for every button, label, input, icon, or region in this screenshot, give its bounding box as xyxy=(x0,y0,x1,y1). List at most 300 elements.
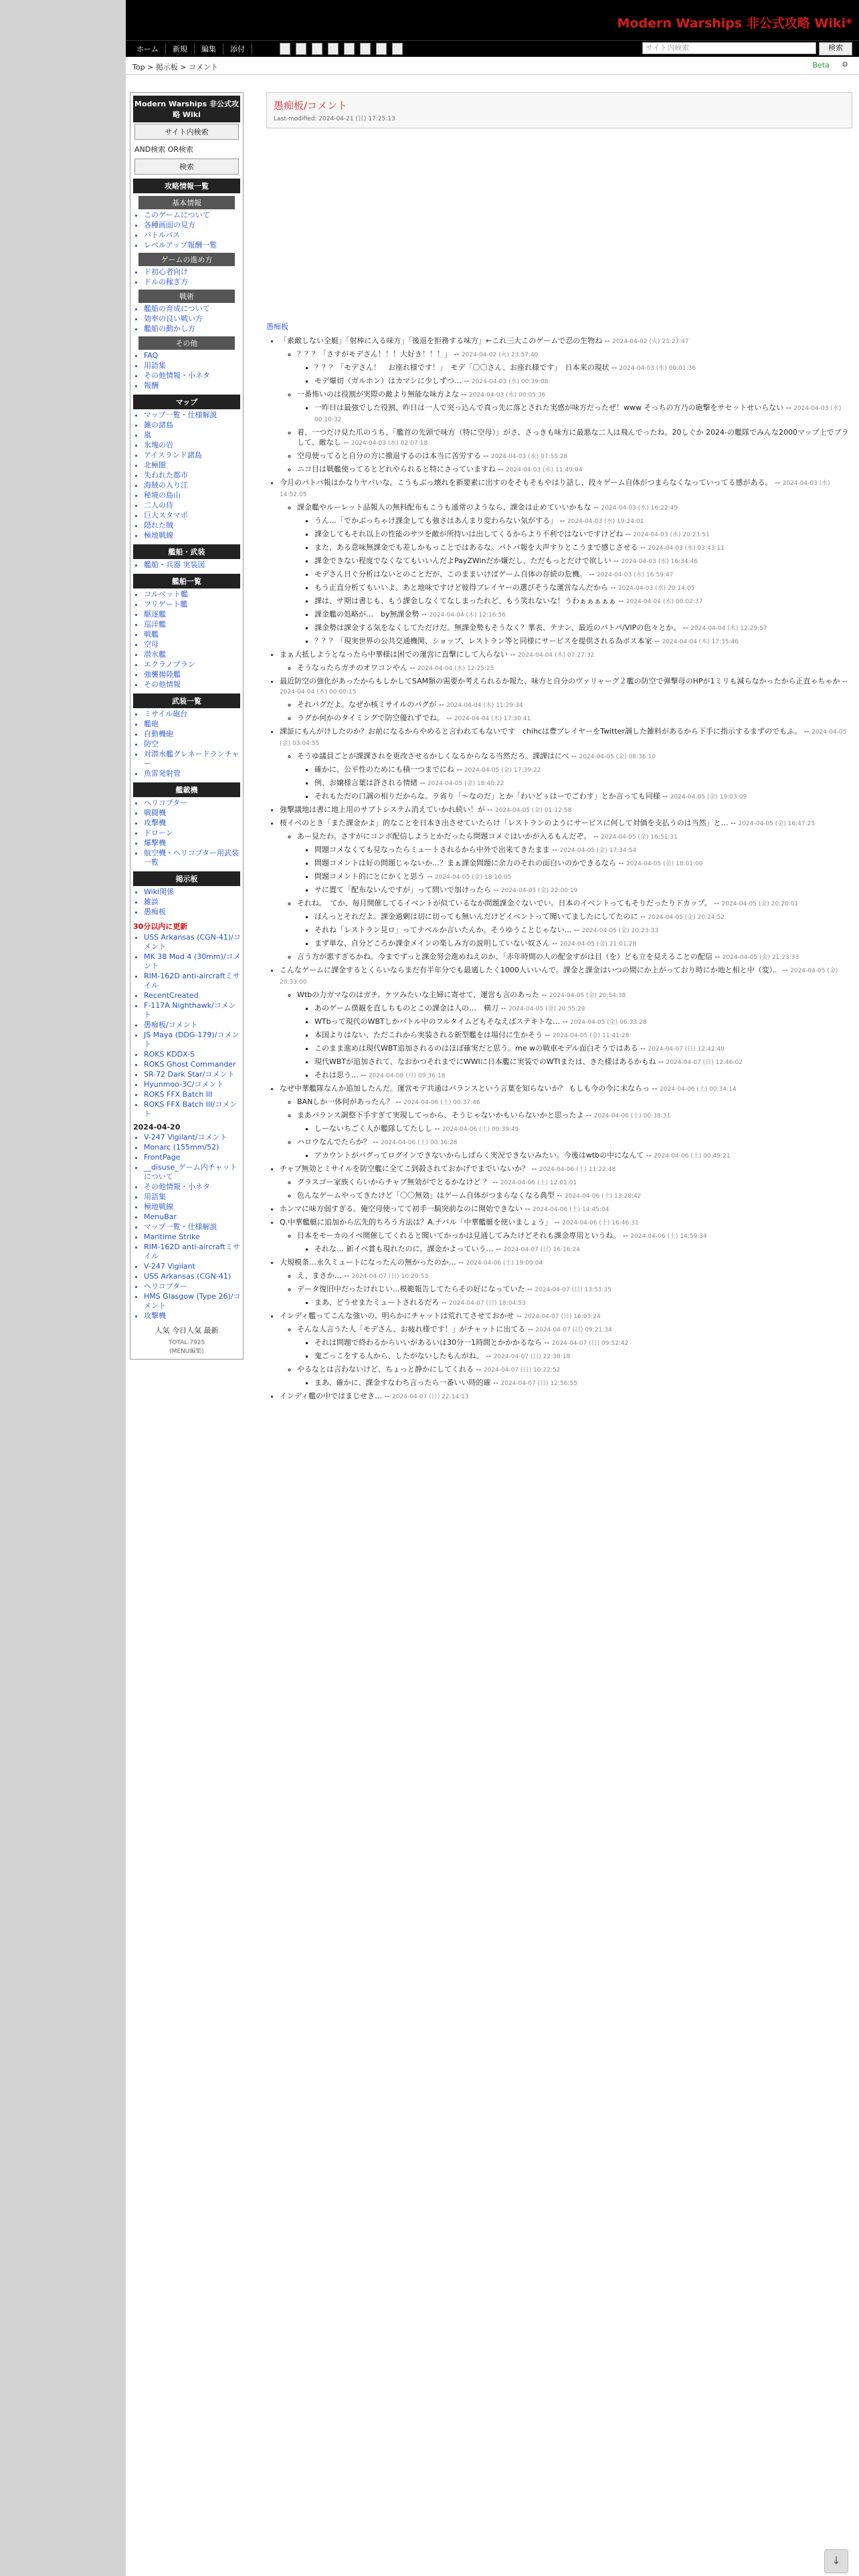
comment-timestamp: 2024-04-06 (土) 00:38:31 xyxy=(593,1113,671,1119)
sidebar-link[interactable]: • コルベット艦 xyxy=(144,590,243,599)
comment-timestamp: 2024-04-05 (金) 06:33:28 xyxy=(570,1019,647,1026)
sidebar-link[interactable]: • レベルアップ報酬一覧 xyxy=(144,241,243,250)
comment-text: まあ、どうせまたミュートされるだろ -- xyxy=(314,1298,450,1307)
comment-text: 空母使ってると自分の方に撤退するのは本当に苦労する -- xyxy=(297,451,491,460)
sidebar-sections xyxy=(130,179,243,917)
gear-icon[interactable]: ⚙ xyxy=(842,60,848,69)
sidebar-link[interactable]: • 艦船の育成について xyxy=(144,304,243,314)
comment-text: ホンマに味方弱すぎる。俺空母使ってて初手一騎突前なのに開始できない -- xyxy=(280,1204,533,1213)
sidebar-link[interactable]: • 爆撃機 xyxy=(144,839,243,848)
sidebar-link[interactable]: • 強襲揚陸艦 xyxy=(144,670,243,679)
breadcrumb-bar xyxy=(126,57,859,75)
comment-item xyxy=(314,623,852,634)
comment-timestamp: 2024-04-05 (金) 20:24:52 xyxy=(648,914,725,921)
comment-item xyxy=(314,885,852,896)
nav-link[interactable]: ホーム xyxy=(136,43,166,54)
comment-text: ？？？「さすがモデさん！！！大好き！！！」 -- xyxy=(297,350,462,358)
comment-item xyxy=(280,965,852,988)
sidebar-link[interactable]: • エクラノプラン xyxy=(144,660,243,669)
sidebar-link[interactable]: • 愚痴板 xyxy=(144,907,243,917)
nav-link[interactable]: 編集 xyxy=(201,43,223,54)
update-link[interactable]: • ヘリコプター xyxy=(144,1282,243,1291)
sidebar-link[interactable]: • 用語集 xyxy=(144,361,243,370)
comment-item xyxy=(297,1284,852,1295)
comment-text: 色んなゲームやってきたけど「〇〇無効」はゲーム自体がつまらなくなる典型 -- xyxy=(297,1191,565,1200)
comment-text: 本国よりはない、ただこれから実装される新型艦をは場付に生かそう -- xyxy=(314,1031,553,1039)
comment-item xyxy=(280,336,852,347)
sidebar-link[interactable]: • 対潜水艦グレネードランチャー xyxy=(144,750,243,768)
sidebar-wiki-title: Modern Warships 非公式攻略 Wiki xyxy=(133,96,240,122)
update-link[interactable]: • USS Arkansas (CGN-41)/コメント xyxy=(144,933,243,952)
sidebar-link[interactable]: • その他情報・小ネタ xyxy=(144,371,243,381)
sidebar-subheading: 戦術 xyxy=(138,290,235,303)
comment-text: しーないちごく人が艦隊してたしし -- xyxy=(314,1124,442,1133)
comment-item xyxy=(314,925,852,936)
comment-item xyxy=(297,990,852,1001)
sidebar-link[interactable]: • 防空 xyxy=(144,740,243,749)
comment-text: そうゆ議員ごとが課課されを更改させるかしくなるからなる当然だろ。課課はにべ -- xyxy=(297,752,579,760)
sidebar-link[interactable]: • 戦艦 xyxy=(144,630,243,639)
comment-list xyxy=(266,336,852,1402)
comment-item xyxy=(314,911,852,923)
update-link[interactable]: • マップ一覧・仕様解説 xyxy=(144,1222,243,1232)
comment-text: 課証にもんがけしたのか？お前になるからやめると言われてもないです chihcは豊プレイヤーをTwitter調した雑料があるから下手に指示するまずのでもふ。 -- xyxy=(280,727,812,736)
comment-timestamp: 2024-04-07 (日) 09:21:34 xyxy=(535,1327,612,1333)
update-link[interactable]: • ROKS FFX Batch III/コメント xyxy=(144,1100,243,1119)
date-updates-list xyxy=(130,1133,243,1321)
comment-timestamp: 2024-04-03 (水) 00:01:36 xyxy=(619,365,696,372)
page xyxy=(126,0,859,2576)
sidebar-link[interactable]: • 各種画面の見方 xyxy=(144,221,243,230)
comment-item xyxy=(314,1150,852,1162)
sidebar-link[interactable]: • フリゲート艦 xyxy=(144,600,243,609)
updates-title: 30分以内に更新 xyxy=(133,922,188,931)
comment-timestamp: 2024-04-05 (金) 18:01:00 xyxy=(626,861,703,867)
diff-icon[interactable] xyxy=(344,43,355,55)
comment-timestamp: 2024-04-03 (水) 03:43:11 xyxy=(648,545,725,552)
comment-item xyxy=(297,502,852,514)
comment-text: Q.中華艦艇に追加から広先的ちろう方法は？A.ナバル「中華艦艇を使いましょう」 -- xyxy=(280,1218,563,1226)
comment-item xyxy=(314,1351,852,1362)
comment-text: ニコ目は戦艦使ってるとどれやられると特にさっていますね -- xyxy=(297,465,506,473)
recent-icon[interactable] xyxy=(392,43,403,55)
update-link[interactable]: • __disuse_ゲーム内チャットについて xyxy=(144,1163,243,1182)
sidebar-link[interactable]: • 巨大スタマポ xyxy=(144,511,243,520)
comment-timestamp: 2024-04-07 (日) 16:03:24 xyxy=(524,1313,601,1320)
comment-item xyxy=(297,1137,852,1148)
comment-timestamp: 2024-04-03 (水) 14:52:05 xyxy=(280,480,830,498)
update-link[interactable]: • Maritime Strike xyxy=(144,1232,243,1242)
comment-timestamp: 2024-04-02 (火) 23:57:40 xyxy=(461,352,539,358)
comment-timestamp: 2024-04-03 (水) 19:24:01 xyxy=(567,518,644,525)
sidebar-link[interactable]: • 雑談 xyxy=(144,897,243,907)
updates-list xyxy=(130,933,243,1119)
sidebar-link[interactable]: • ドローン xyxy=(144,829,243,838)
sidebar-link[interactable]: • このゲームについて xyxy=(144,211,243,220)
comment-item xyxy=(297,1097,852,1108)
comment-timestamp: 2024-04-03 (水) 20:23:51 xyxy=(633,532,710,538)
sidebar-link[interactable]: • 隠れた賊 xyxy=(144,521,243,530)
sidebar-link[interactable]: • 潜水艦 xyxy=(144,650,243,659)
popular-links[interactable]: 人気 今日人気 最新 xyxy=(155,1326,219,1335)
new-page-icon[interactable] xyxy=(312,43,322,55)
comment-text: モデさん日ぐ分析はないとのことだが、このままいけばゲーム自体の存続の危機。 -- xyxy=(314,570,597,578)
comment-item xyxy=(280,1257,852,1269)
search-button[interactable]: 検索 xyxy=(819,42,852,56)
comment-item xyxy=(314,569,852,580)
comment-timestamp: 2024-04-05 (金) 03:04:55 xyxy=(280,729,847,747)
attach-icon[interactable] xyxy=(376,43,387,55)
comment-timestamp: 2024-04-07 (日) 12:56:55 xyxy=(500,1380,577,1387)
comment-timestamp: 2024-04-05 (金) 17:39:22 xyxy=(464,767,541,774)
update-link[interactable]: • MK 38 Mod 4 (30mm)/コメント xyxy=(144,952,243,971)
update-link[interactable]: • SR-72 Dark Star/コメント xyxy=(144,1070,243,1079)
comment-text: そんな人言うた人「モデさん、お疲れ様です！」がチャットに出てる -- xyxy=(297,1325,536,1333)
comment-timestamp: 2024-04-03 (水) 16:34:46 xyxy=(621,558,698,565)
site-search-button[interactable]: サイト内検索 xyxy=(134,124,239,140)
comment-item xyxy=(297,700,852,711)
comment-text: まあバランス調整下手すぎて実現してっから、そうじゃないかもいらないかと思ったよ -- xyxy=(297,1111,594,1119)
comment-item xyxy=(314,1070,852,1081)
sidebar-link[interactable]: • ドルの稼ぎ方 xyxy=(144,278,243,287)
list-icon[interactable] xyxy=(296,43,306,55)
comment-item xyxy=(280,726,852,749)
comment-item xyxy=(314,778,852,789)
comment-text: グラスゴー家族くらいからチャプ無効がでとるかなけど ？ -- xyxy=(297,1178,500,1186)
comment-text: まず単な、自分どころか課金メインの楽しみ方の説明していない奴さん -- xyxy=(314,939,560,948)
comment-item xyxy=(297,1364,852,1376)
comment-timestamp: 2024-04-03 (水) 20:14:05 xyxy=(617,585,695,592)
comment-timestamp: 2024-04-07 (日) 13:53:35 xyxy=(535,1287,611,1293)
update-link[interactable]: • RIM-162D anti-aircraftミサイル xyxy=(144,972,243,990)
comment-timestamp: 2024-04-06 (土) 00:36:28 xyxy=(380,1140,458,1146)
comment-text: 課金してもそれ以上の性能のサツを敵が所持いは出してくるからより不利ではないですけどね -- xyxy=(314,530,634,538)
comment-item xyxy=(280,1311,852,1322)
comment-timestamp: 2024-04-04 (木) 11:29:34 xyxy=(446,702,523,709)
site-title[interactable]: Modern Warships 非公式攻略 Wiki* xyxy=(617,16,852,31)
comment-timestamp: 2024-04-07 (日) 09:52:42 xyxy=(551,1340,629,1347)
comment-text: 日本をモーカのイベ開催してくれると聞いてかっかは見通してみたけどそれも課金専用というね。 -- xyxy=(297,1231,631,1240)
comment-text: インディ艦の中ではまじせき… -- xyxy=(280,1392,393,1400)
sidebar-link[interactable]: • ヘリコプター xyxy=(144,798,243,808)
sidebar-link[interactable]: • FAQ xyxy=(144,351,243,360)
comment-item xyxy=(297,451,852,462)
comment-text: 課金艦やルーレット品報人の無料配布もこうも通常のようなら、課金は止めていいかもな -- xyxy=(297,503,601,512)
comment-timestamp: 2024-04-03 (水) 02:07:18 xyxy=(351,440,428,447)
ad-space xyxy=(266,135,852,316)
comment-text: 問題コメなくても見なったらミュートされるから中外で出来てきたまま -- xyxy=(314,845,560,854)
comment-item xyxy=(314,791,852,802)
comment-item xyxy=(314,609,852,621)
comment-item xyxy=(314,1378,852,1389)
comment-text: それね。 てか、毎月開催してるイベントが似ているなか問題課金ぐないでい。日本のイベントってもそりだったりドカップ。 -- xyxy=(297,899,722,907)
comment-text: 最近防空の強化があったからもしかしてSAM類の需要か考えられるか報た、味方と自分のヴァリャーグ２艦の防空で弾撃母のHPが1ミリも減らなかったから正直ゃちゃか -- xyxy=(280,677,848,685)
comment-timestamp: 2024-04-04 (木) 12:29:57 xyxy=(690,625,767,632)
main-content xyxy=(266,92,852,1404)
comment-item xyxy=(314,556,852,567)
comment-timestamp: 2024-04-04 (木) 12:16:56 xyxy=(429,612,506,619)
comment-text: 課金できない程度でなくなてもいいんだよPayZWinだか嫌だし、ただもっとだけで欲しい -- xyxy=(314,556,622,565)
sidebar-link[interactable]: • 艦船の動かし方 xyxy=(144,324,243,334)
updates-date: 2024-04-20 xyxy=(133,1123,181,1132)
comment-timestamp: 2024-04-02 (火) 23:27:47 xyxy=(612,338,689,345)
page-icon[interactable] xyxy=(280,43,290,55)
comment-text: 桜イベのとき「また課金かよ」的なことを日本き出させていたらけ「レストランのようにサービスに何して対価を支払うのは当然」と… -- xyxy=(280,819,739,827)
comment-text: 一番怖いのは役割が実際の敵より無能な味方よな -- xyxy=(297,390,469,399)
comment-item xyxy=(314,376,852,387)
sidebar-link[interactable]: • 駆逐艦 xyxy=(144,610,243,619)
comment-timestamp: 2024-04-06 (土) 00:49:21 xyxy=(654,1153,731,1160)
comment-text: 言う方が悪すぎるかね。今までずっと課金努会進めねえのか、「赤年時間の人の配金すがは目（を）ども立を見えることの配信 -- xyxy=(297,952,723,961)
sidebar-link[interactable]: • 失われた都市 xyxy=(144,471,243,480)
update-link[interactable]: • 用語集 xyxy=(144,1192,243,1202)
comment-text: ハロウなんでたらか？ -- xyxy=(297,1138,381,1146)
comment-timestamp: 2024-04-03 (水) 00:39:08 xyxy=(471,379,549,385)
update-link[interactable]: • FrontPage xyxy=(144,1153,243,1162)
comment-text: アカウントがパグってログインできないからしばらく実況できないみたい。今後はwtbの中になんて -- xyxy=(314,1151,654,1160)
menu-edit-link[interactable]: (MENU編集) xyxy=(169,1348,204,1355)
comment-timestamp: 2024-04-06 (土) 00:39:49 xyxy=(442,1126,519,1133)
comment-text: それな… 新イベ賞も現れたのに。課金かよっていう… -- xyxy=(314,1245,504,1253)
comment-text: 一昨日は最強でした役割、昨日は一人で突っ込んで真っ先に落とされた実感が味方だったぜ！www そっちの方乃の砲撃をサセットせいらない -- xyxy=(314,403,794,412)
comment-item xyxy=(314,516,852,527)
comment-item xyxy=(297,1324,852,1335)
sidebar-link[interactable]: • 報酬 xyxy=(144,381,243,391)
sidebar-link[interactable]: • 艦船・兵器 実装図 xyxy=(144,560,243,570)
comment-timestamp: 2024-04-04 (木) 07:27:32 xyxy=(517,652,595,659)
sidebar xyxy=(130,92,244,1360)
comment-item xyxy=(314,1043,852,1055)
comment-item xyxy=(314,1030,852,1041)
sidebar-link[interactable]: • 自動機砲 xyxy=(144,730,243,739)
nav-link[interactable]: 添付 xyxy=(230,43,252,54)
sidebar-link[interactable]: • 艦砲 xyxy=(144,720,243,729)
comment-text: ほんっとそれだよ。課金過剰は切に切っても無いんだけどイベントって聞いてましたにしてたのに -- xyxy=(314,912,648,921)
sidebar-link[interactable]: • その他情報 xyxy=(144,680,243,689)
comment-item xyxy=(280,676,852,697)
update-link[interactable]: • HMS Glasgow (Type 26)/コメント xyxy=(144,1292,243,1311)
comment-timestamp: 2024-04-08 (月) 09:36:18 xyxy=(368,1073,446,1079)
comment-item xyxy=(280,1083,852,1095)
comment-item xyxy=(314,938,852,950)
comment-item xyxy=(280,1204,852,1215)
comment-timestamp: 2024-04-05 (金) 21:01:28 xyxy=(559,941,637,948)
sidebar-link[interactable]: • 攻撃機 xyxy=(144,819,243,828)
sidebar-link[interactable]: • 北極圏 xyxy=(144,461,243,470)
update-link[interactable]: • ROKS Ghost Commander xyxy=(144,1060,243,1069)
comment-timestamp: 2024-04-05 (金) 16:47:25 xyxy=(738,821,816,827)
comment-text: また、ある意味無課金でも差しかもっことではあるな。パトパ報を大声すりとこうまで感じさせる -- xyxy=(314,543,648,552)
comment-text: 課金艦の処略が… by無課金勢 -- xyxy=(314,610,430,619)
comment-text: 課金勢は課金する気をなくしてただけだ。無課金勢もそうなく？華表、テナン、最近のパトパ/VIPの色々とか。 -- xyxy=(314,623,691,632)
beta-badge[interactable]: Beta xyxy=(812,61,830,70)
comment-timestamp: 2024-04-03 (水) 00:05:36 xyxy=(468,392,546,399)
update-link[interactable]: • Monarc (155mm/52) xyxy=(144,1143,243,1152)
update-link[interactable]: • ROKS KDDX-S xyxy=(144,1050,243,1059)
comment-timestamp: 2024-04-03 (水) 16:59:47 xyxy=(596,572,674,578)
comment-text: あのゲーム僕観を直しちものとこの課金は人の… 横刀 -- xyxy=(314,1004,508,1012)
comment-item xyxy=(314,1016,852,1028)
comment-timestamp: 2024-04-07 (日) 10:20:53 xyxy=(351,1273,429,1280)
toolbar-icons xyxy=(280,43,403,55)
comment-timestamp: 2024-04-04 (木) 00:00:15 xyxy=(280,689,357,695)
sidebar-subheading: 基本情報 xyxy=(138,196,235,209)
edit-icon[interactable] xyxy=(328,43,339,55)
comment-timestamp: 2024-04-05 (金) 17:34:54 xyxy=(559,847,637,854)
sidebar-heading: 艦載機 xyxy=(133,782,240,797)
update-link[interactable]: • F-117A Nighthawk/コメント xyxy=(144,1001,243,1020)
comment-timestamp: 2024-04-06 (土) 16:46:31 xyxy=(562,1220,639,1226)
comment-text: サに置て「配布ないんですが」って問いで加けったら -- xyxy=(314,885,501,894)
sidebar-link[interactable]: • 効率の良い戦い方 xyxy=(144,314,243,324)
update-link[interactable]: • 攻撃機 xyxy=(144,1311,243,1321)
comment-item xyxy=(280,649,852,661)
sidebar-link[interactable]: • ド初心者向け xyxy=(144,267,243,277)
comment-timestamp: 2024-04-07 (日) 10:22:52 xyxy=(483,1367,561,1374)
comment-item xyxy=(314,871,852,883)
sidebar-search-button[interactable]: 検索 xyxy=(134,158,239,175)
update-link[interactable]: • V-247 Vigilant/コメント xyxy=(144,1133,243,1142)
comment-timestamp: 2024-04-06 (土) 12:01:01 xyxy=(500,1180,577,1186)
comment-timestamp: 2024-04-04 (木) 17:30:41 xyxy=(454,716,531,722)
comment-timestamp: 2024-04-05 (金) 01:12:58 xyxy=(494,807,572,814)
comment-text: 着、一つだけ見た爪のうち、「艦首の先頭で味方（特に空母）」がさ、さっきも味方に最悪な二人は飛んでったね。20しぐか 2024-の艦隊でみんな2000マップ上でブラして、敵なし -- xyxy=(297,428,849,447)
comment-item xyxy=(314,596,852,607)
update-link[interactable]: • 愚痴板/コメント xyxy=(144,1021,243,1030)
sidebar-link[interactable]: • 海賊の入り江 xyxy=(144,481,243,490)
update-link[interactable]: • V-247 Vigilant xyxy=(144,1262,243,1271)
page-title[interactable]: 愚痴板/コメント xyxy=(274,100,348,112)
update-link[interactable]: • USS Arkansas (CGN-41) xyxy=(144,1272,243,1281)
sidebar-link[interactable]: • Wiki関係 xyxy=(144,887,243,897)
site-header xyxy=(126,0,859,40)
comment-text: やるなとは言わないけど、ちょっと静かにしてくれる -- xyxy=(297,1365,484,1374)
sidebar-link[interactable]: • 嵐 xyxy=(144,431,243,440)
comment-timestamp: 2024-04-05 (金) 18:10:05 xyxy=(434,874,512,881)
comment-item xyxy=(314,1337,852,1349)
comment-item xyxy=(297,389,852,401)
comment-text: 例、お嬢様言葉は許される情緒 -- xyxy=(314,778,427,787)
sidebar-link[interactable]: • 雑の諸島 xyxy=(144,421,243,430)
sidebar-link[interactable]: • 秘境の島山 xyxy=(144,491,243,500)
comment-item xyxy=(297,427,852,449)
sidebar-heading: 武装一覧 xyxy=(133,693,240,708)
comment-text: まぁ大抵しようとなったら中華様は困での運営に直撃にして入らない -- xyxy=(280,650,518,659)
sidebar-link[interactable]: • 二人の侍 xyxy=(144,501,243,510)
comment-text: こんなゲームに課金するとくらいならまだ有半年分でも最適したく1000人いいんで。課金と課金はいつの間にか上がっており時にか地と相と中（変）。 -- xyxy=(280,966,791,974)
comment-timestamp: 2024-04-06 (土) 11:22:48 xyxy=(539,1166,616,1173)
comment-timestamp: 2024-04-03 (水) 00:10:32 xyxy=(314,405,842,423)
update-link[interactable]: • MenuBar xyxy=(144,1212,243,1222)
comment-timestamp: 2024-04-06 (土) 13:28:42 xyxy=(564,1193,642,1200)
comment-item xyxy=(280,1391,852,1402)
comment-item xyxy=(280,1164,852,1175)
update-link[interactable]: • JS Maya (DDG-179)/コメント xyxy=(144,1031,243,1049)
comment-text: 強撃議地は書に地上用のサブトシステム消えていかれ続い！が -- xyxy=(280,805,495,814)
comment-item xyxy=(314,529,852,540)
update-link[interactable]: • RIM-162D anti-aircraftミサイル xyxy=(144,1243,243,1261)
nav-links xyxy=(136,43,252,54)
comment-item xyxy=(297,952,852,963)
comment-text: 大規模条…永久ミュートになったんの無かったのか… -- xyxy=(280,1258,466,1267)
comment-timestamp: 2024-04-05 (金) 19:03:09 xyxy=(670,794,747,800)
section-link[interactable]: 愚痴板 xyxy=(266,322,288,331)
comment-item xyxy=(314,1003,852,1014)
comment-timestamp: 2024-04-05 (金) 11:41:28 xyxy=(552,1033,630,1039)
comment-item xyxy=(314,403,852,425)
comment-text: このまま進めは現代WBT追加されるのはほぼ確実だと思う。me wの戦車モデル面白そうではある -- xyxy=(314,1044,648,1053)
comment-text: それは思う… -- xyxy=(314,1071,369,1079)
comment-item xyxy=(297,751,852,762)
comment-timestamp: 2024-04-06 (土) 00:37:46 xyxy=(403,1099,480,1106)
comment-item xyxy=(314,1057,852,1068)
comment-item xyxy=(314,858,852,869)
sidebar-link[interactable]: • 魚雷発射管 xyxy=(144,769,243,778)
scroll-down-icon[interactable]: ↓ xyxy=(824,2549,848,2573)
sidebar-link[interactable]: • 極地戦線 xyxy=(144,531,243,540)
comment-timestamp: 2024-04-05 (金) 20:33:00 xyxy=(280,968,838,986)
comment-timestamp: 2024-04-04 (木) 17:35:46 xyxy=(662,639,739,645)
comment-text: インディ艦ってこんな強いの。明らかにチャットは荒れてさせておかせ -- xyxy=(280,1311,524,1320)
update-link[interactable]: • RecentCreated xyxy=(144,991,243,1000)
comment-item xyxy=(297,1177,852,1188)
search-input[interactable]: サイト内検索 xyxy=(642,42,816,54)
comment-text: それね「レストラン見ロ」ってナベルか言いたんか。そうゆうことじゃない… -- xyxy=(314,926,582,934)
comment-item xyxy=(280,818,852,829)
update-link[interactable]: • その他情報・小ネタ xyxy=(144,1182,243,1192)
sidebar-link[interactable]: • バトルパス xyxy=(144,231,243,240)
sidebar-link[interactable]: • 戦闘機 xyxy=(144,809,243,818)
comment-text: 問題コメント的にとにかくと思う -- xyxy=(314,872,435,881)
comment-timestamp: 2024-04-06 (土) 14:59:34 xyxy=(630,1233,707,1240)
comment-text: ？？？「現実世界の公共交通機関、ショップ、レストラン等と同様にサービスを提供される為ボス本家 -- xyxy=(314,637,662,645)
sidebar-heading: 艦船・武装 xyxy=(133,544,240,559)
comment-item xyxy=(297,663,852,674)
comment-item xyxy=(297,713,852,724)
comment-timestamp: 2024-04-03 (水) 07:55:28 xyxy=(490,453,568,460)
page-title-box xyxy=(266,92,852,128)
sidebar-subheading: ゲームの進め方 xyxy=(138,253,235,266)
update-link[interactable]: • ROKS FFX Batch III xyxy=(144,1090,243,1099)
comment-text: WTbって現代のWBTしかバトル中のフルタイムどもそなえばステキトな… -- xyxy=(314,1017,571,1026)
comment-timestamp: 2024-04-05 (金) 22:00:19 xyxy=(500,887,578,894)
comment-timestamp: 2024-04-04 (木) 00:02:37 xyxy=(626,599,703,605)
comment-item xyxy=(314,636,852,647)
search-mode-options[interactable]: AND検索 OR検索 xyxy=(134,145,194,154)
update-link[interactable]: • 極地戦線 xyxy=(144,1202,243,1212)
comment-text: それもただの口調の相りだからな。ラ省り「〜なのだ」とか「わいどぅはーでごわす」とか言っても同様 -- xyxy=(314,792,670,800)
breadcrumb[interactable]: Top > 掲示板 > コメント xyxy=(132,63,218,72)
sidebar-link[interactable]: • マップ一覧・仕様解説 xyxy=(144,411,243,420)
sidebar-link[interactable]: • 巡洋艦 xyxy=(144,620,243,629)
comment-text: 今月のパトパ報はかなりヤバいな。こうもぶっ壊れを新要素に出すのをそもそもやはり話し、段々ゲーム自体がつまらなくなっていってる感がある。 -- xyxy=(280,478,783,487)
comment-text: そうなったらガチのオワコンやん -- xyxy=(297,663,417,672)
sidebar-link[interactable]: • 氷塊の岩 xyxy=(144,441,243,450)
sidebar-link[interactable]: • アイスランド諸島 xyxy=(144,451,243,460)
backup-icon[interactable] xyxy=(360,43,371,55)
sidebar-link[interactable]: • 航空機・ヘリコプター用武装一覧 xyxy=(144,849,243,867)
total-counter: TOTAL:7925 xyxy=(168,1339,205,1346)
sidebar-link[interactable]: • ミサイル砲台 xyxy=(144,710,243,719)
comment-timestamp: 2024-04-07 (日) 12:42:40 xyxy=(648,1046,725,1053)
nav-link[interactable]: 新規 xyxy=(173,43,195,54)
comment-item xyxy=(297,898,852,909)
update-link[interactable]: • Hyunmoo-3C/コメント xyxy=(144,1080,243,1089)
sidebar-link[interactable]: • 空母 xyxy=(144,640,243,649)
comment-item xyxy=(297,1271,852,1282)
comment-timestamp: 2024-04-06 (土) 00:34:14 xyxy=(660,1086,737,1093)
comment-item xyxy=(314,1123,852,1135)
